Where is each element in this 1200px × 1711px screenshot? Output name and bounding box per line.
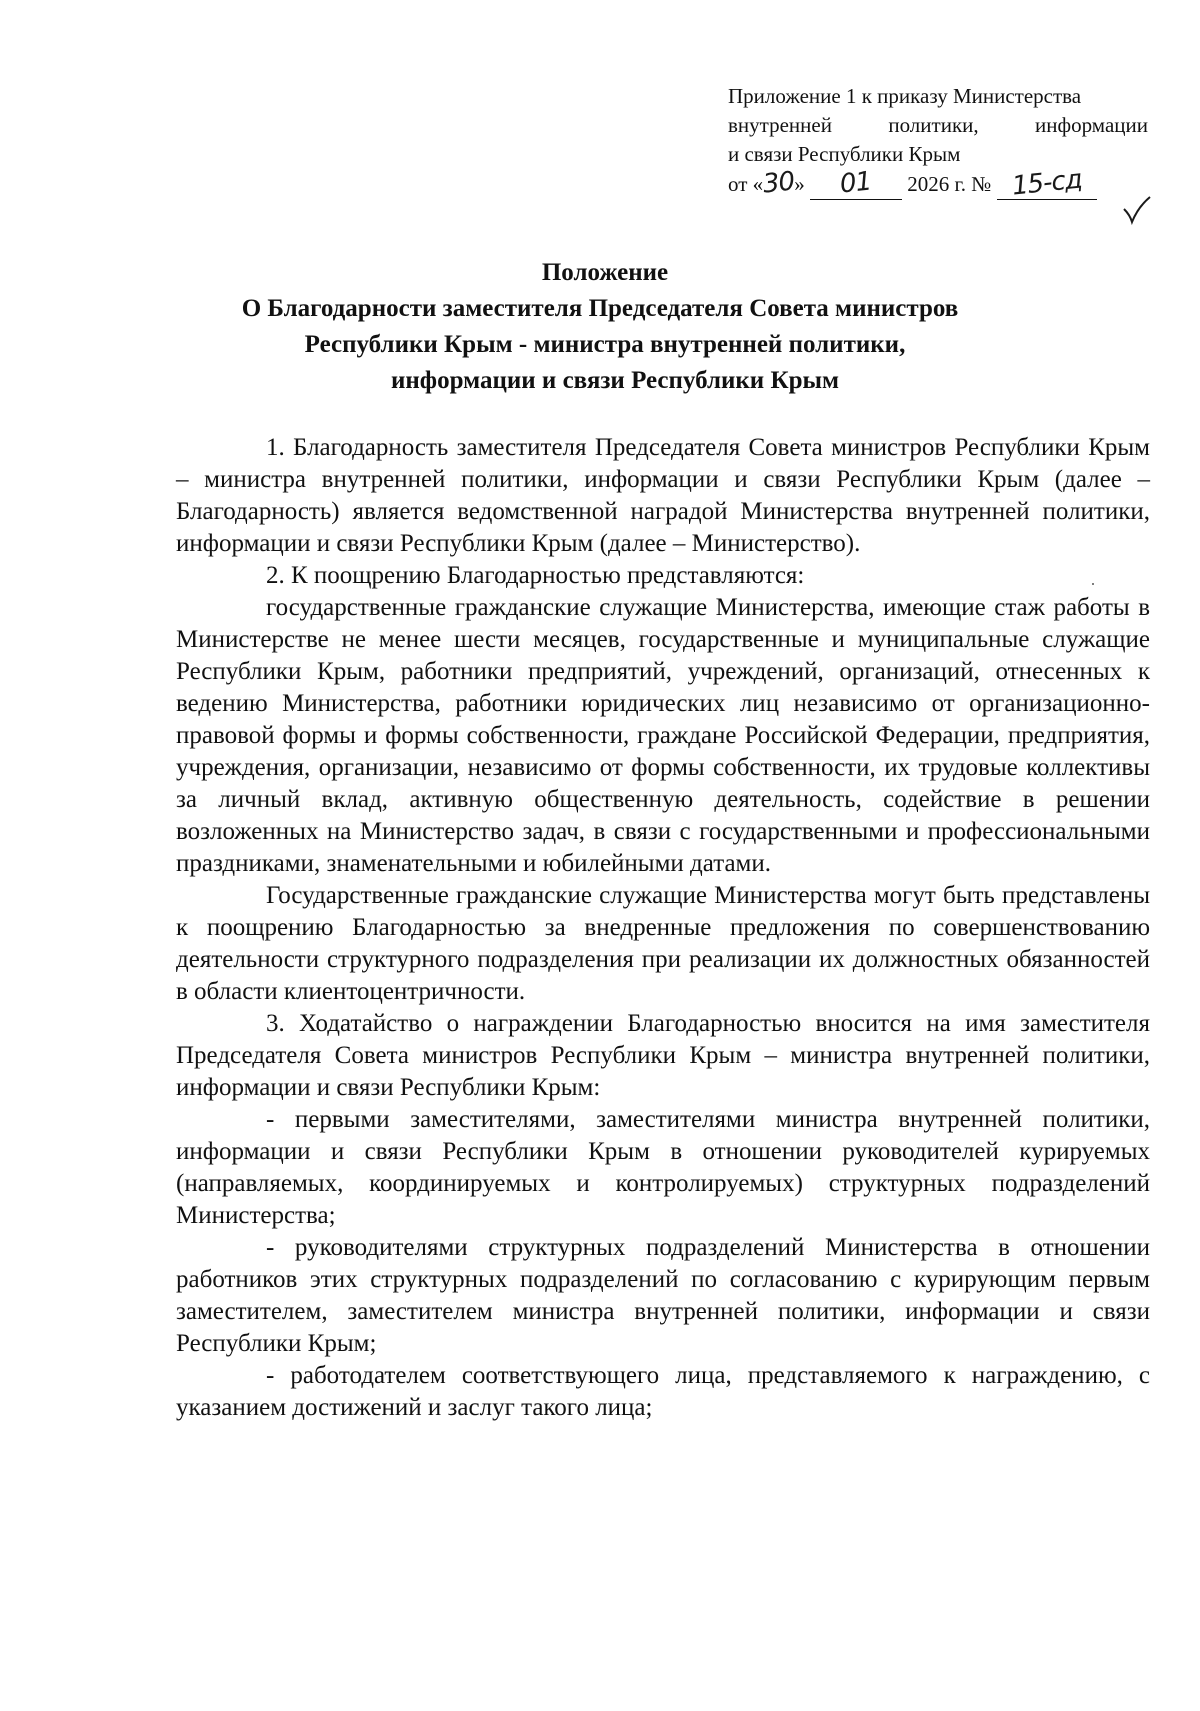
paragraph-2: 2. К поощрению Благодарностью представляются: xyxy=(266,562,805,589)
date-month-handwritten: 01 xyxy=(838,166,873,200)
date-month-blank xyxy=(810,166,902,200)
appendix-block xyxy=(728,82,1148,200)
appendix-date-line xyxy=(728,164,1148,202)
title-line-3: Республики Крым - министра внутренней политики, xyxy=(304,331,906,358)
handwritten-tick-icon xyxy=(1120,195,1154,225)
paragraph-5: 3. Ходатайство о награждении Благодарностью вносится на имя заместителя Председателя Совета министров Республики Крым – министра внутренней политики, информации и связи Республики Крым: xyxy=(176,1010,1150,1101)
document-title xyxy=(150,255,1050,399)
paragraph-1: 1. Благодарность заместителя Председателя Совета министров Республики Крым – министра внутренней политики, информации и связи Республики Крым (далее – Благодарность) является ведомственной наградой Министерства внутренней политики, информации и связи Республики Крым (далее – Министерство). xyxy=(176,434,1150,557)
paragraph-8: - работодателем соответствующего лица, представляемого к награждению, с указанием достижений и заслуг такого лица; xyxy=(176,1362,1150,1421)
document-body xyxy=(176,432,1150,1424)
order-number-blank xyxy=(997,164,1097,202)
title-line-1: Положение xyxy=(541,259,669,286)
date-mid: » xyxy=(794,172,805,196)
paragraph-4: Государственные гражданские служащие Министерства могут быть представлены к поощрению Благодарностью за внедренные предложения по совершенствованию деятельности структурного подразделения при реализации их должностных обязанностей в области клиентоцентричности. xyxy=(176,882,1150,1005)
date-day-handwritten: 30 xyxy=(761,166,796,200)
paragraph-6: - первыми заместителями, заместителями министра внутренней политики, информации и связи Республики Крым в отношении руководителей курируемых (направляемых, координируемых и контролируемых) структурных подразделений Министерства; xyxy=(176,1106,1150,1229)
title-line-2: О Благодарности заместителя Председателя Совета министров xyxy=(241,295,959,322)
paragraph-7: - руководителями структурных подразделений Министерства в отношении работников этих структурных подразделений по согласованию с курирующим первым заместителем, заместителем министра внутренней политики, информации и связи Республики Крым; xyxy=(176,1234,1150,1357)
scan-speck xyxy=(1092,583,1094,585)
date-prefix: от « xyxy=(728,172,764,196)
appendix-line-1: Приложение 1 к приказу Министерства xyxy=(728,84,1082,108)
appendix-line-2: внутренней политики, информации xyxy=(728,113,1148,137)
date-year: 2026 г. № xyxy=(907,172,992,196)
order-number-handwritten: 15-сд xyxy=(1010,164,1083,202)
title-line-4: информации и связи Республики Крым xyxy=(390,367,840,394)
appendix-line-3: и связи Республики Крым xyxy=(728,142,961,166)
paragraph-3: государственные гражданские служащие Министерства, имеющие стаж работы в Министерстве не менее шести месяцев, государственные и муниципальные служащие Республики Крым, работники предприятий, учреждений, организаций, отнесенных к ведению Министерства, работники юридических лиц независимо от организационно-правовой формы и формы собственности, граждане Российской Федерации, предприятия, учреждения, организации, независимо от формы собственности, их трудовые коллективы за личный вклад, активную общественную деятельность, содействие в решении возложенных на Министерство задач, в связи с государственными и профессиональными праздниками, знаменательными и юбилейными датами. xyxy=(176,594,1150,877)
